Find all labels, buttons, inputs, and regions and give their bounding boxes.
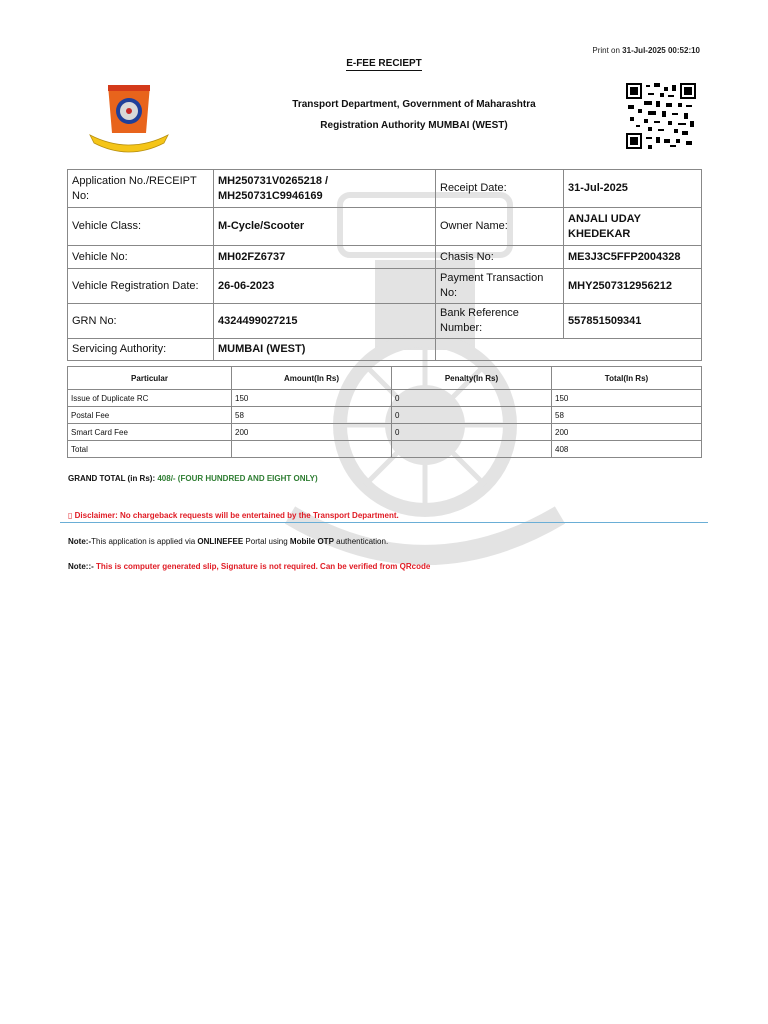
registration-date-label: Vehicle Registration Date: [68,269,214,304]
document-title: E-FEE RECIEPT [346,58,422,69]
print-timestamp: Print on 31-Jul-2025 00:52:10 [592,46,700,55]
divider [60,522,708,523]
col-total: Total(In Rs) [552,367,702,390]
servicing-authority-value: MUMBAI (WEST) [214,339,436,361]
table-row [68,441,702,458]
chasis-no-value: ME3J3C5FFP2004328 [564,246,702,269]
owner-name-label: Owner Name: [436,208,564,246]
col-particular: Particular [68,367,232,390]
col-amount: Amount(In Rs) [232,367,392,390]
bank-reference-label: Bank Reference Number: [436,304,564,339]
row-penalty: 0 [392,390,552,407]
registration-date-value: 26-06-2023 [214,269,436,304]
table-row [68,390,702,407]
note-signature: Note::- This is computer generated slip, Signature is not required. Can be verified from QRcode [68,562,431,571]
grn-no-label: GRN No: [68,304,214,339]
row-total: 58 [552,407,702,424]
row-penalty [392,441,552,458]
row-total: 408 [552,441,702,458]
owner-name-value: ANJALI UDAY KHEDEKAR [564,208,702,246]
row-amount: 200 [232,424,392,441]
row-total: 200 [552,424,702,441]
transport-emblem-icon [86,83,172,153]
row-amount: 150 [232,390,392,407]
row-total: 150 [552,390,702,407]
grn-no-value: 4324499027215 [214,304,436,339]
table-row [68,424,702,441]
empty-cell [436,339,702,361]
header-department: Transport Department, Government of Maharashtra [292,99,536,110]
row-particular: Issue of Duplicate RC [68,390,232,407]
chasis-no-label: Chasis No: [436,246,564,269]
vehicle-class-value: M-Cycle/Scooter [214,208,436,246]
table-row [68,407,702,424]
vehicle-no-value: MH02FZ6737 [214,246,436,269]
row-particular: Total [68,441,232,458]
grand-total: GRAND TOTAL (in Rs): 408/- (FOUR HUNDRED AND EIGHT ONLY) [68,474,318,483]
col-penalty: Penalty(In Rs) [392,367,552,390]
row-penalty: 0 [392,407,552,424]
vehicle-no-label: Vehicle No: [68,246,214,269]
warning-icon: ▯ [68,511,73,520]
servicing-authority-label: Servicing Authority: [68,339,214,361]
fee-breakdown-table [67,366,702,458]
payment-transaction-label: Payment Transaction No: [436,269,564,304]
row-particular: Smart Card Fee [68,424,232,441]
row-particular: Postal Fee [68,407,232,424]
bank-reference-value: 557851509341 [564,304,702,339]
row-amount: 58 [232,407,392,424]
row-penalty: 0 [392,424,552,441]
application-no-label: Application No./RECEIPT No: [68,170,214,208]
row-amount [232,441,392,458]
vehicle-class-label: Vehicle Class: [68,208,214,246]
disclaimer: ▯ Disclaimer: No chargeback requests will be entertained by the Transport Department. [68,511,399,520]
receipt-date-value: 31-Jul-2025 [564,170,702,208]
application-no-value: MH250731V0265218 / MH250731C9946169 [214,170,436,208]
note-application: Note:-This application is applied via ONLINEFEE Portal using Mobile OTP authentication. [68,537,389,546]
receipt-date-label: Receipt Date: [436,170,564,208]
qr-code-icon [626,83,696,149]
receipt-details-table [67,169,702,361]
header-authority: Registration Authority MUMBAI (WEST) [320,120,508,131]
payment-transaction-value: MHY2507312956212 [564,269,702,304]
